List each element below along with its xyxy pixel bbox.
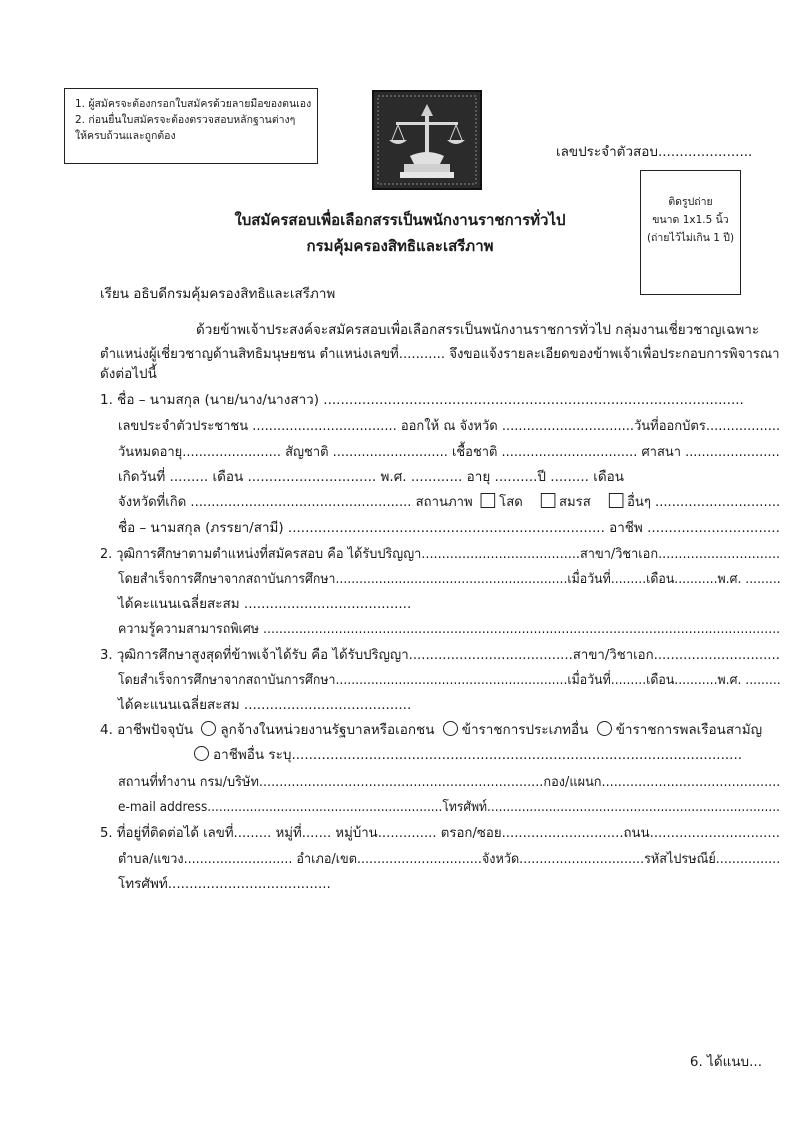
other-gov-label: ข้าราชการประเภทอื่น (461, 722, 589, 738)
exam-id-field[interactable]: เลขประจำตัวสอบ...................... (556, 144, 753, 160)
department-emblem (372, 90, 482, 190)
workplace-field[interactable]: สถานที่ทำงาน กรม/บริษัท......................................................................กอง/แผนก............................................ (118, 774, 781, 790)
married-checkbox[interactable] (541, 493, 556, 508)
scales-emblem-icon (374, 92, 480, 188)
married-label: สมรส (558, 494, 591, 510)
birth-province-field[interactable]: จังหวัดที่เกิด ..................................................... สถานภาพ (118, 494, 473, 510)
other-gov-radio[interactable] (443, 721, 458, 736)
single-checkbox[interactable] (481, 493, 496, 508)
name-field[interactable]: 1. ชื่อ – นามสกุล (นาย/นาง/นางสาว) .................................................................................................. (100, 392, 744, 408)
employee-radio[interactable] (201, 721, 216, 736)
note-line-3: ให้ครบถ้วนและถูกต้อง (75, 130, 176, 142)
photo-label-1: ติดรูปถ่าย (668, 196, 713, 208)
spouse-field[interactable]: ชื่อ – นามสกุล (ภรรยา/สามี) .......................................................................... อาชีพ ............................... (118, 520, 780, 536)
photo-label-2: ขนาด 1x1.5 นิ้ว (652, 214, 729, 226)
employee-label: ลูกจ้างในหน่วยงานรัฐบาลหรือเอกชน (220, 722, 435, 738)
birthdate-field[interactable]: เกิดวันที่ ......... เดือน .............................. พ.ศ. ............ อายุ ..........ปี ......... เดือน (118, 469, 624, 485)
marital-status-row (118, 490, 780, 512)
department-title: กรมคุ้มครองสิทธิและเสรีภาพ (306, 237, 494, 255)
form-title: ใบสมัครสอบเพื่อเลือกสรรเป็นพนักงานราชการทั่วไป (234, 211, 566, 229)
other-status-checkbox[interactable] (608, 493, 623, 508)
institution-field[interactable]: โดยสำเร็จการศึกษาจากสถาบันการศึกษา...........................................................เมื่อวันที่.........เดือน...........พ.ศ. ......... (118, 571, 781, 587)
photo-label-3: (ถ่ายไว้ไม่เกิน 1 ปี) (646, 232, 735, 244)
highest-degree-field[interactable]: 3. วุฒิการศึกษาสูงสุดที่ข้าพเจ้าได้รับ คือ ได้รับปริญญา.......................................สาขา/วิชาเอก.............................. (100, 647, 780, 663)
civil-servant-radio[interactable] (597, 721, 612, 736)
degree-field[interactable]: 2. วุฒิการศึกษาตามตำแหน่งที่สมัครสอบ คือ ได้รับปริญญา.......................................สาขา/วิชาเอก.............................. (100, 546, 781, 562)
other-occupation-field[interactable]: อาชีพอื่น ระบุ......................................................................................................... (213, 747, 743, 763)
occupation-label: 4. อาชีพปัจจุบัน (100, 722, 194, 738)
nationality-field[interactable]: วันหมดอายุ........................ สัญชาติ ............................ เชื้อชาติ ................................. ศาสนา ....................... (118, 444, 780, 460)
highest-gpa-field[interactable]: ได้คะแนนเฉลี่ยสะสม ....................................... (118, 697, 412, 713)
phone-field[interactable]: โทรศัพท์...................................... (118, 876, 331, 892)
gpa-field[interactable]: ได้คะแนนเฉลี่ยสะสม ....................................... (118, 596, 412, 612)
email-phone-field[interactable]: e-mail address.............................................................โทรศัพท์............................................................................ (118, 799, 780, 815)
intro-line-2: ตำแหน่งผู้เชี่ยวชาญด้านสิทธิมนุษยชน ตำแหน่งเลขที่........... จึงขอแจ้งรายละเอียดของข้าพเจ้าเพื่อประกอบการพิจารณา (100, 346, 780, 362)
salutation: เรียน อธิบดีกรมคุ้มครองสิทธิและเสรีภาพ (100, 286, 336, 302)
other-occupation-row (190, 743, 742, 765)
intro-line-1: ด้วยข้าพเจ้าประสงค์จะสมัครสอบเพื่อเลือกสรรเป็นพนักงานราชการทั่วไป กลุ่มงานเชี่ยวชาญเฉพาะ (196, 322, 760, 338)
note-line-2: 2. ก่อนยื่นใบสมัครจะต้องตรวจสอบหลักฐานต่างๆ (75, 114, 296, 126)
occupation-row (100, 718, 762, 740)
id-card-field[interactable]: เลขประจำตัวประชาชน ................................... ออกให้ ณ จังหวัด ................................วันที่ออกบัตร.................. (118, 418, 781, 434)
note-line-1: 1. ผู้สมัครจะต้องกรอกใบสมัครด้วยลายมือของตนเอง (75, 98, 312, 110)
highest-institution-field[interactable]: โดยสำเร็จการศึกษาจากสถาบันการศึกษา...........................................................เมื่อวันที่.........เดือน...........พ.ศ. ......... (118, 672, 781, 688)
other-occupation-radio[interactable] (194, 746, 209, 761)
other-status-label[interactable]: อื่นๆ .............................. (626, 494, 781, 510)
special-skills-field[interactable]: ความรู้ความสามารถพิเศษ .................................................................................................................................. (118, 621, 781, 637)
instruction-note-box (64, 88, 318, 164)
intro-line-3: ดังต่อไปนี้ (100, 366, 157, 382)
photo-box (640, 170, 741, 295)
district-field[interactable]: ตำบล/แขวง........................... อำเภอ/เขต...............................จังหวัด...............................รหัสไปรษณีย์................ (118, 851, 781, 867)
address-field[interactable]: 5. ที่อยู่ที่ติดต่อได้ เลขที่......... หมู่ที่....... หมู่บ้าน.............. ตรอก/ซอย.............................ถนน............................... (100, 825, 781, 841)
continued-marker: 6. ได้แนบ... (689, 1054, 762, 1070)
civil-servant-label: ข้าราชการพลเรือนสามัญ (615, 722, 763, 738)
single-label: โสด (499, 494, 523, 510)
